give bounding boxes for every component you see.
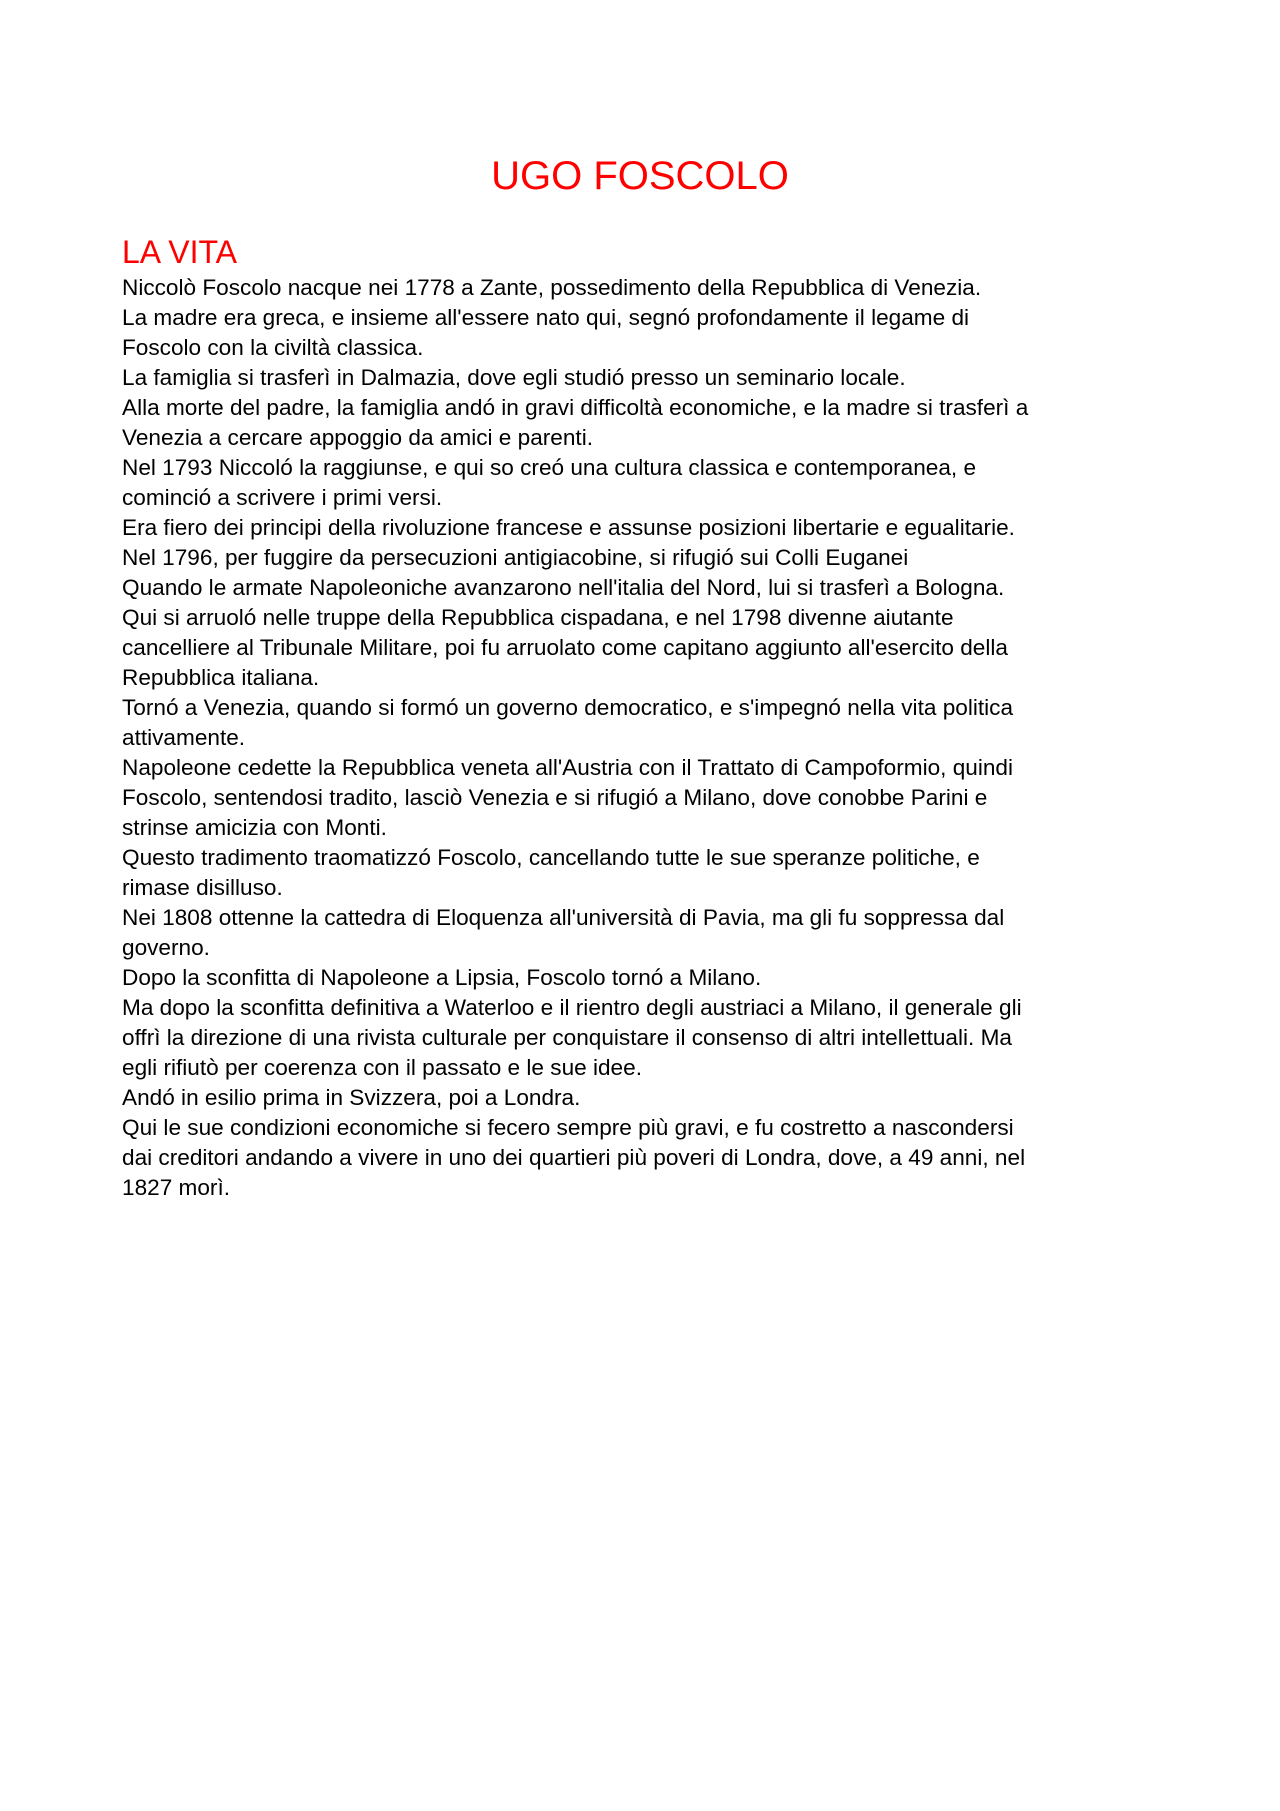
text-line: cancelliere al Tribunale Militare, poi fu arruolato come capitano aggiunto all'esercito della — [122, 635, 1008, 660]
text-line: Repubblica italiana. — [122, 665, 320, 690]
text-line: offrì la direzione di una rivista culturale per conquistare il consenso di altri intellettuali. Ma — [122, 1025, 1012, 1050]
text-line: Quando le armate Napoleoniche avanzarono nell'italia del Nord, lui si trasferì a Bologna. — [122, 575, 1005, 600]
text-line: governo. — [122, 935, 210, 960]
text-line: La famiglia si trasferì in Dalmazia, dove egli studió presso un seminario locale. — [122, 365, 906, 390]
text-line: Qui le sue condizioni economiche si fecero sempre più gravi, e fu costretto a nascondersi — [122, 1115, 1014, 1140]
text-line: Niccolò Foscolo nacque nei 1778 a Zante, possedimento della Repubblica di Venezia. — [122, 275, 982, 300]
text-line: dai creditori andando a vivere in uno dei quartieri più poveri di Londra, dove, a 49 anni, nel — [122, 1145, 1026, 1170]
text-line: Alla morte del padre, la famiglia andó in gravi difficoltà economiche, e la madre si trasferì a — [122, 395, 1029, 420]
text-line: Nel 1793 Niccoló la raggiunse, e qui so creó una cultura classica e contemporanea, e — [122, 455, 977, 480]
text-line: La madre era greca, e insieme all'essere nato qui, segnó profondamente il legame di — [122, 305, 970, 330]
text-line: Dopo la sconfitta di Napoleone a Lipsia, Foscolo tornó a Milano. — [122, 965, 762, 990]
text-line: Venezia a cercare appoggio da amici e parenti. — [122, 425, 594, 450]
text-line: Nel 1796, per fuggire da persecuzioni antigiacobine, si rifugió sui Colli Euganei — [122, 545, 909, 570]
text-line: Foscolo con la civiltà classica. — [122, 335, 424, 360]
text-line: Nei 1808 ottenne la cattedra di Eloquenza all'università di Pavia, ma gli fu soppressa dal — [122, 905, 1005, 930]
text-line: rimase disilluso. — [122, 875, 283, 900]
section-heading: LA VITA — [122, 234, 238, 270]
text-line: Napoleone cedette la Repubblica veneta all'Austria con il Trattato di Campoformio, quindi — [122, 755, 1014, 780]
text-line: Era fiero dei principi della rivoluzione francese e assunse posizioni libertarie e egualitarie. — [122, 515, 1015, 540]
text-line: 1827 morì. — [122, 1175, 231, 1200]
text-line: egli rifiutò per coerenza con il passato e le sue idee. — [122, 1055, 642, 1080]
text-line: Questo tradimento traomatizzó Foscolo, cancellando tutte le sue speranze politiche, e — [122, 845, 980, 870]
text-line: Qui si arruoló nelle truppe della Repubblica cispadana, e nel 1798 divenne aiutante — [122, 605, 954, 630]
text-line: Tornó a Venezia, quando si formó un governo democratico, e s'impegnó nella vita politica — [122, 695, 1014, 720]
text-line: cominció a scrivere i primi versi. — [122, 485, 443, 510]
text-line: Foscolo, sentendosi tradito, lasciò Venezia e si rifugió a Milano, dove conobbe Parini e — [122, 785, 988, 810]
text-line: attivamente. — [122, 725, 246, 750]
text-line: strinse amicizia con Monti. — [122, 815, 387, 840]
text-line: Ma dopo la sconfitta definitiva a Waterloo e il rientro degli austriaci a Milano, il generale gli — [122, 995, 1022, 1020]
text-line: Andó in esilio prima in Svizzera, poi a Londra. — [122, 1085, 581, 1110]
document-title: UGO FOSCOLO — [491, 154, 789, 198]
body-text — [122, 273, 1182, 1203]
